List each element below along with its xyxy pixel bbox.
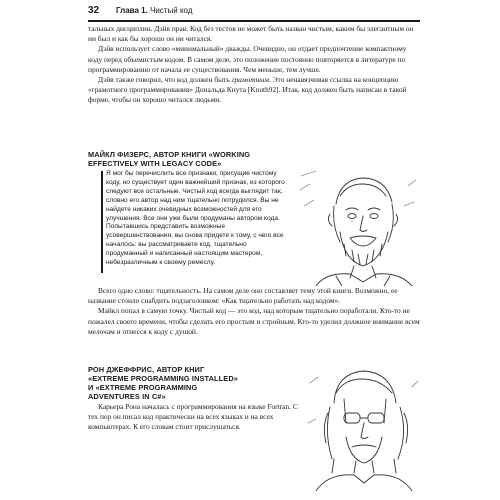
man-with-glasses-sketch-icon [304,363,420,491]
jeffries-heading-line-3: И «EXTREME PROGRAMMING [88,383,198,392]
intro-p3-end: . Это ненавязчивая ссылка на концепцию «грамотного программирования» Дональда Кнута [Knuth92]. Итак, код должен быть написан в такой форме, чтобы он хорошо читался людьми. [88,75,407,105]
jeffries-heading [88,365,288,401]
jeffries-heading-line-2: «EXTREME PROGRAMMING INSTALLED» [88,374,238,383]
jeffries-heading-line-4: ADVENTURES IN C#» [88,392,166,401]
intro-p3-start: Дэйв также говорил, что код должен быть [98,75,232,85]
intro-text [88,24,420,106]
man-with-beard-sketch-icon [296,166,418,286]
chapter-title [116,6,193,15]
feathers-quote: Я мог бы перечислить все признаки, присущие чистому коду, но существует один важнейший признак, из которого следуют все остальные. Чистый код всегда выглядит так, словно его автор над ним тщательно потрудился. Вы не найдете никаких очевидных возможностей для его улучшения. Все они уже были продуманы автором кода. Попытавшись представить возможные усовершенствования, вы снова придете к тому, с чего все началось: вы рассматриваете код, тщательно продуманный и написанный настоящим мастером, небезразличным к своему ремеслу. [106,170,285,267]
feathers-heading-line-1: МАЙКЛ ФИЗЕРС, АВТОР КНИГИ «WORKING [88,150,251,159]
jeffries-heading-line-1: РОН ДЖЕФФРИС, АВТОР КНИГ [88,365,205,374]
intro-p3-emphasis: грамотным [231,75,269,85]
jeffries-body [88,402,300,433]
intro-paragraph-1: тальных дисциплин. Дэйв прав. Код без тестов не может быть назван чистым, каким бы элегантным он ни был и как бы хорошо он ни читался. [88,24,414,44]
chapter-label: Глава 1. [116,6,148,15]
middle-text [88,286,420,337]
middle-paragraph-1: Всего одно слово: тщательность. На самом деле оно составляет тему этой книги. Возможно, ее название стоило снабдить подзаголовком: «Как тщательно работать над кодом». [88,286,398,306]
intro-paragraph-3 [88,75,420,106]
page-number: 32 [88,5,100,16]
quote-bar-1 [101,171,103,273]
jeffries-paragraph: Карьера Рона началась с программирования на языке Fortran. С тех пор он писал код практически на всех языках и на всех компьютерах. К его словам стоит прислушаться. [88,402,298,432]
middle-paragraph-2: Майкл попал в самую точку. Чистый код — это код, над которым тщательно поработали. Кто-то не пожалел своего времени, чтобы сделать его простым и стройным. Кто-то уделил должное внимание всем мелочам и отнесся к коду с душой. [88,306,420,336]
feathers-heading-line-2: EFFECTIVELY WITH LEGACY CODE» [88,159,222,168]
chapter-name: Чистый код [150,6,193,15]
running-header [88,4,420,22]
intro-paragraph-2: Дэйв использует слово «минимальный» дважды. Очевидно, он отдает предпочтение компактному коду перед объемистым кодом. В самом деле, это положение постоянно повторяется в литературе по программированию от начала ее существования. Чем меньше, тем лучше. [88,44,407,74]
